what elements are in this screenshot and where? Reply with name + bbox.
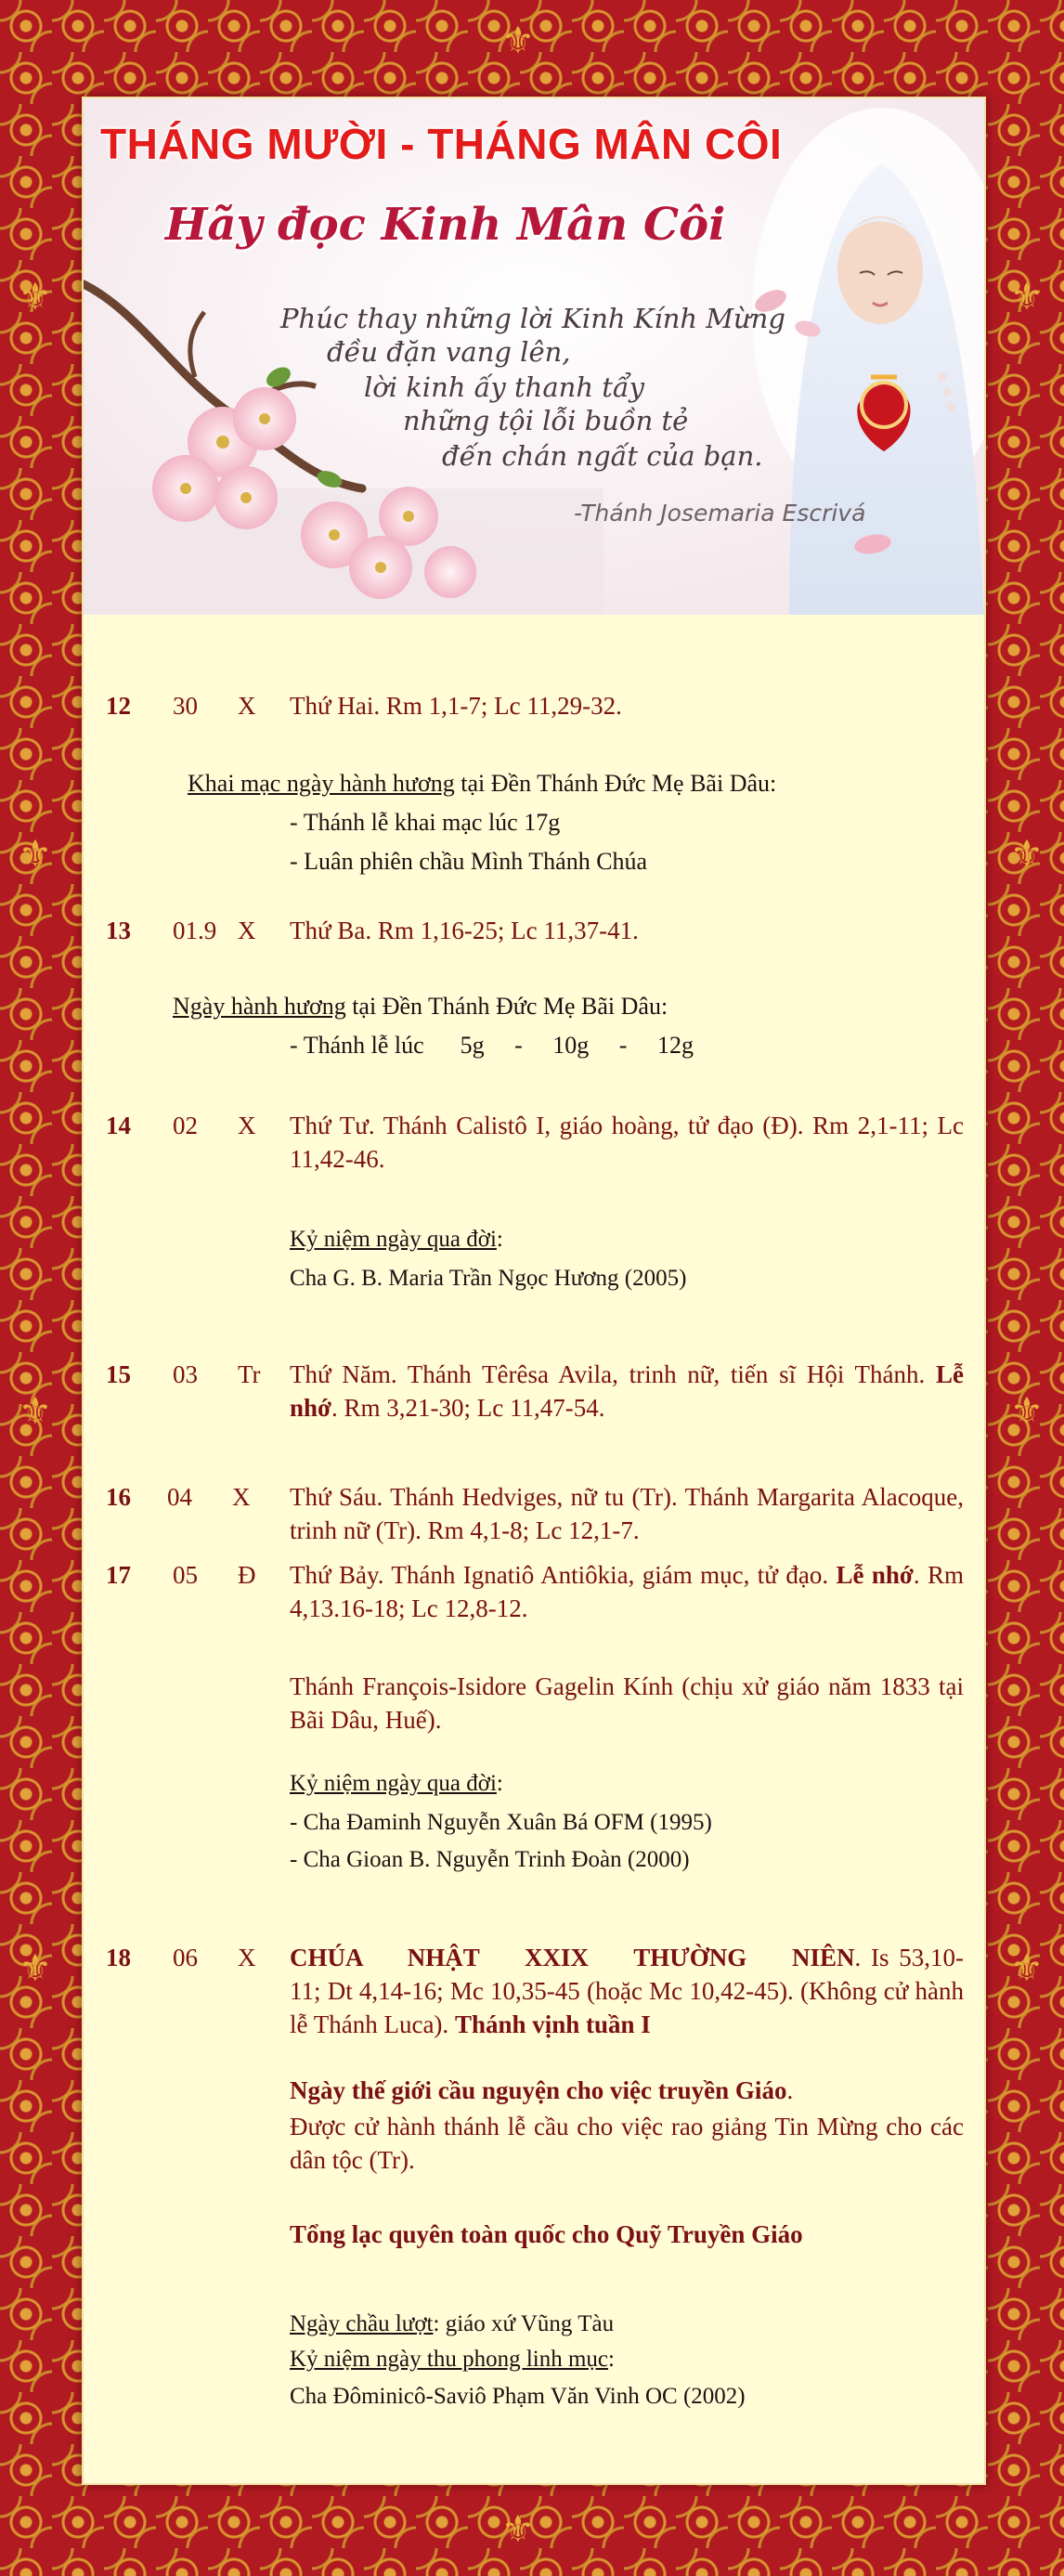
entry-text: Thứ Hai. Rm 1,1-7; Lc 11,29-32.: [290, 692, 622, 720]
fleur-icon: ⚜: [501, 2508, 535, 2551]
day-number: 17: [106, 1561, 131, 1589]
note-paragraph: [290, 2073, 964, 2108]
lunar-date: 02: [173, 1112, 198, 1139]
fleur-icon: ⚜: [501, 20, 535, 62]
note-item: - Thánh lễ khai mạc lúc 17g: [290, 809, 561, 836]
header-banner: [84, 98, 984, 615]
lunar-date: 01.9: [173, 917, 217, 944]
note-line: [188, 765, 776, 802]
entry-text: [290, 1558, 964, 1625]
note-line: [173, 988, 668, 1025]
memorial-label: Lễ nhớ: [290, 1360, 964, 1422]
entry-text: [290, 1358, 964, 1425]
entry-text-part: . Rm 4,13.16-18; Lc 12,8-12.: [290, 1561, 964, 1622]
note-item: - Cha Gioan B. Nguyễn Trinh Đoàn (2000): [290, 1847, 690, 1872]
note-label: Kỷ niệm ngày thu phong linh mục: [290, 2347, 609, 2372]
entry-text: Thứ Sáu. Thánh Hedviges, nữ tu (Tr). Thánh Margarita Alacoque, trinh nữ (Tr). Rm 4,1-8; Lc 12,1-7.: [290, 1483, 964, 1544]
liturgical-color: X: [238, 1112, 256, 1139]
quote-line: đều đặn vang lên,: [327, 336, 571, 368]
liturgical-color: X: [238, 917, 256, 944]
quote-author: -Thánh Josemaria Escrivá: [574, 500, 866, 527]
note-line: [290, 1222, 503, 1257]
lunar-date: 04: [167, 1483, 192, 1511]
note-paragraph: Được cử hành thánh lễ cầu cho việc rao giảng Tin Mừng cho các dân tộc (Tr).: [290, 2113, 964, 2174]
entry-text-part: . Rm 3,21-30; Lc 11,47-54.: [331, 1394, 605, 1422]
quote-line: lời kinh ấy thanh tẩy: [364, 371, 645, 403]
quote-line: đến chán ngất của bạn.: [442, 440, 763, 472]
entry-text: [290, 1941, 964, 2041]
entry-text: Thứ Ba. Rm 1,16-25; Lc 11,37-41.: [290, 917, 639, 944]
collection-title: Tổng lạc quyên toàn quốc cho Quỹ Truyền Giáo: [290, 2220, 803, 2248]
fleur-icon: ⚜: [19, 1947, 52, 1990]
note-line: [290, 2307, 614, 2342]
banner-title: THÁNG MƯỜI - THÁNG MÂN CÔI: [100, 120, 783, 168]
note-label: Ngày hành hương: [173, 993, 346, 1020]
fleur-icon: ⚜: [1010, 276, 1044, 319]
note-item: Cha G. B. Maria Trần Ngọc Hương (2005): [290, 1266, 687, 1291]
note-item: - Cha Đaminh Nguyễn Xuân Bá OFM (1995): [290, 1810, 712, 1835]
note-text: :: [496, 1771, 503, 1796]
memorial-label: Lễ nhớ: [836, 1561, 914, 1589]
liturgical-color: Tr: [238, 1360, 261, 1388]
liturgical-color: Đ: [238, 1561, 256, 1589]
fleur-icon: ⚜: [1010, 1390, 1044, 1433]
fleur-icon: ⚜: [19, 833, 52, 876]
note-label: Khai mạc ngày hành hương: [188, 770, 455, 797]
note-paragraph: Thánh François-Isidore Gagelin Kính (chịu xử giáo năm 1833 tại Bãi Dâu, Huế).: [290, 1672, 964, 1734]
note-item: - Luân phiên chầu Mình Thánh Chúa: [290, 848, 648, 875]
fleur-icon: ⚜: [19, 276, 52, 319]
liturgical-color: X: [238, 692, 256, 720]
psalter-week: Thánh vịnh tuần I: [454, 2010, 651, 2038]
liturgical-color: X: [232, 1483, 251, 1511]
day-number: 15: [106, 1360, 131, 1388]
lunar-date: 30: [173, 692, 198, 720]
quote-line: những tội lỗi buồn tẻ: [403, 405, 689, 436]
fleur-icon: ⚜: [1010, 1947, 1044, 1990]
note-label: Kỷ niệm ngày qua đời: [290, 1227, 497, 1252]
liturgical-color: X: [238, 1944, 256, 1971]
calendar-panel: [82, 97, 986, 2485]
day-number: 18: [106, 1944, 131, 1971]
note-line: [290, 1766, 503, 1802]
note-label: Ngày chầu lượt: [290, 2311, 434, 2336]
note-text: :: [608, 2347, 615, 2372]
note-text: :: [496, 1227, 503, 1252]
lunar-date: 06: [173, 1944, 198, 1971]
entry-text-part: . Is 53,10-11; Dt 4,14-16; Mc 10,35-45 (hoặc Mc 10,42-45). (Không cử hành lễ Thánh Luca).: [290, 1944, 964, 2038]
note-label: Kỷ niệm ngày qua đời: [290, 1771, 497, 1796]
sunday-title: CHÚA NHẬT XXIX THƯỜNG NIÊN: [290, 1944, 855, 1971]
note-text: tại Đền Thánh Đức Mẹ Bãi Dâu:: [345, 993, 668, 1020]
entry-text: Thứ Tư. Thánh Calistô I, giáo hoàng, tử đạo (Đ). Rm 2,1-11; Lc 11,42-46.: [290, 1112, 964, 1173]
banner-subtitle: Hãy đọc Kinh Mân Côi: [165, 199, 726, 251]
day-number: 13: [106, 917, 131, 944]
lunar-date: 05: [173, 1561, 198, 1589]
entry-text-part: Thứ Năm. Thánh Têrêsa Avila, trinh nữ, tiến sĩ Hội Thánh.: [290, 1360, 936, 1388]
note-text: tại Đền Thánh Đức Mẹ Bãi Dâu:: [454, 770, 777, 797]
day-number: 12: [106, 692, 131, 720]
entry-text-part: Thứ Bảy. Thánh Ignatiô Antiôkia, giám mục, tử đạo.: [290, 1561, 837, 1589]
note-line: [290, 2342, 615, 2377]
note-paragraph: [290, 2218, 803, 2251]
mission-day-title: Ngày thế giới cầu nguyện cho việc truyền Giáo: [290, 2076, 787, 2104]
fleur-icon: ⚜: [19, 1390, 52, 1433]
fleur-icon: ⚜: [1010, 833, 1044, 876]
day-number: 16: [106, 1483, 131, 1511]
note-item: - Thánh lễ lúc 5g - 10g - 12g: [290, 1032, 694, 1059]
day-number: 14: [106, 1112, 131, 1139]
note-item: Cha Đôminicô-Saviô Phạm Văn Vinh OC (2002): [290, 2384, 746, 2409]
lunar-date: 03: [173, 1360, 198, 1388]
note-text: : giáo xứ Vũng Tàu: [433, 2311, 615, 2336]
note-text: .: [786, 2076, 794, 2104]
quote-line: Phúc thay những lời Kinh Kính Mừng: [280, 303, 785, 334]
